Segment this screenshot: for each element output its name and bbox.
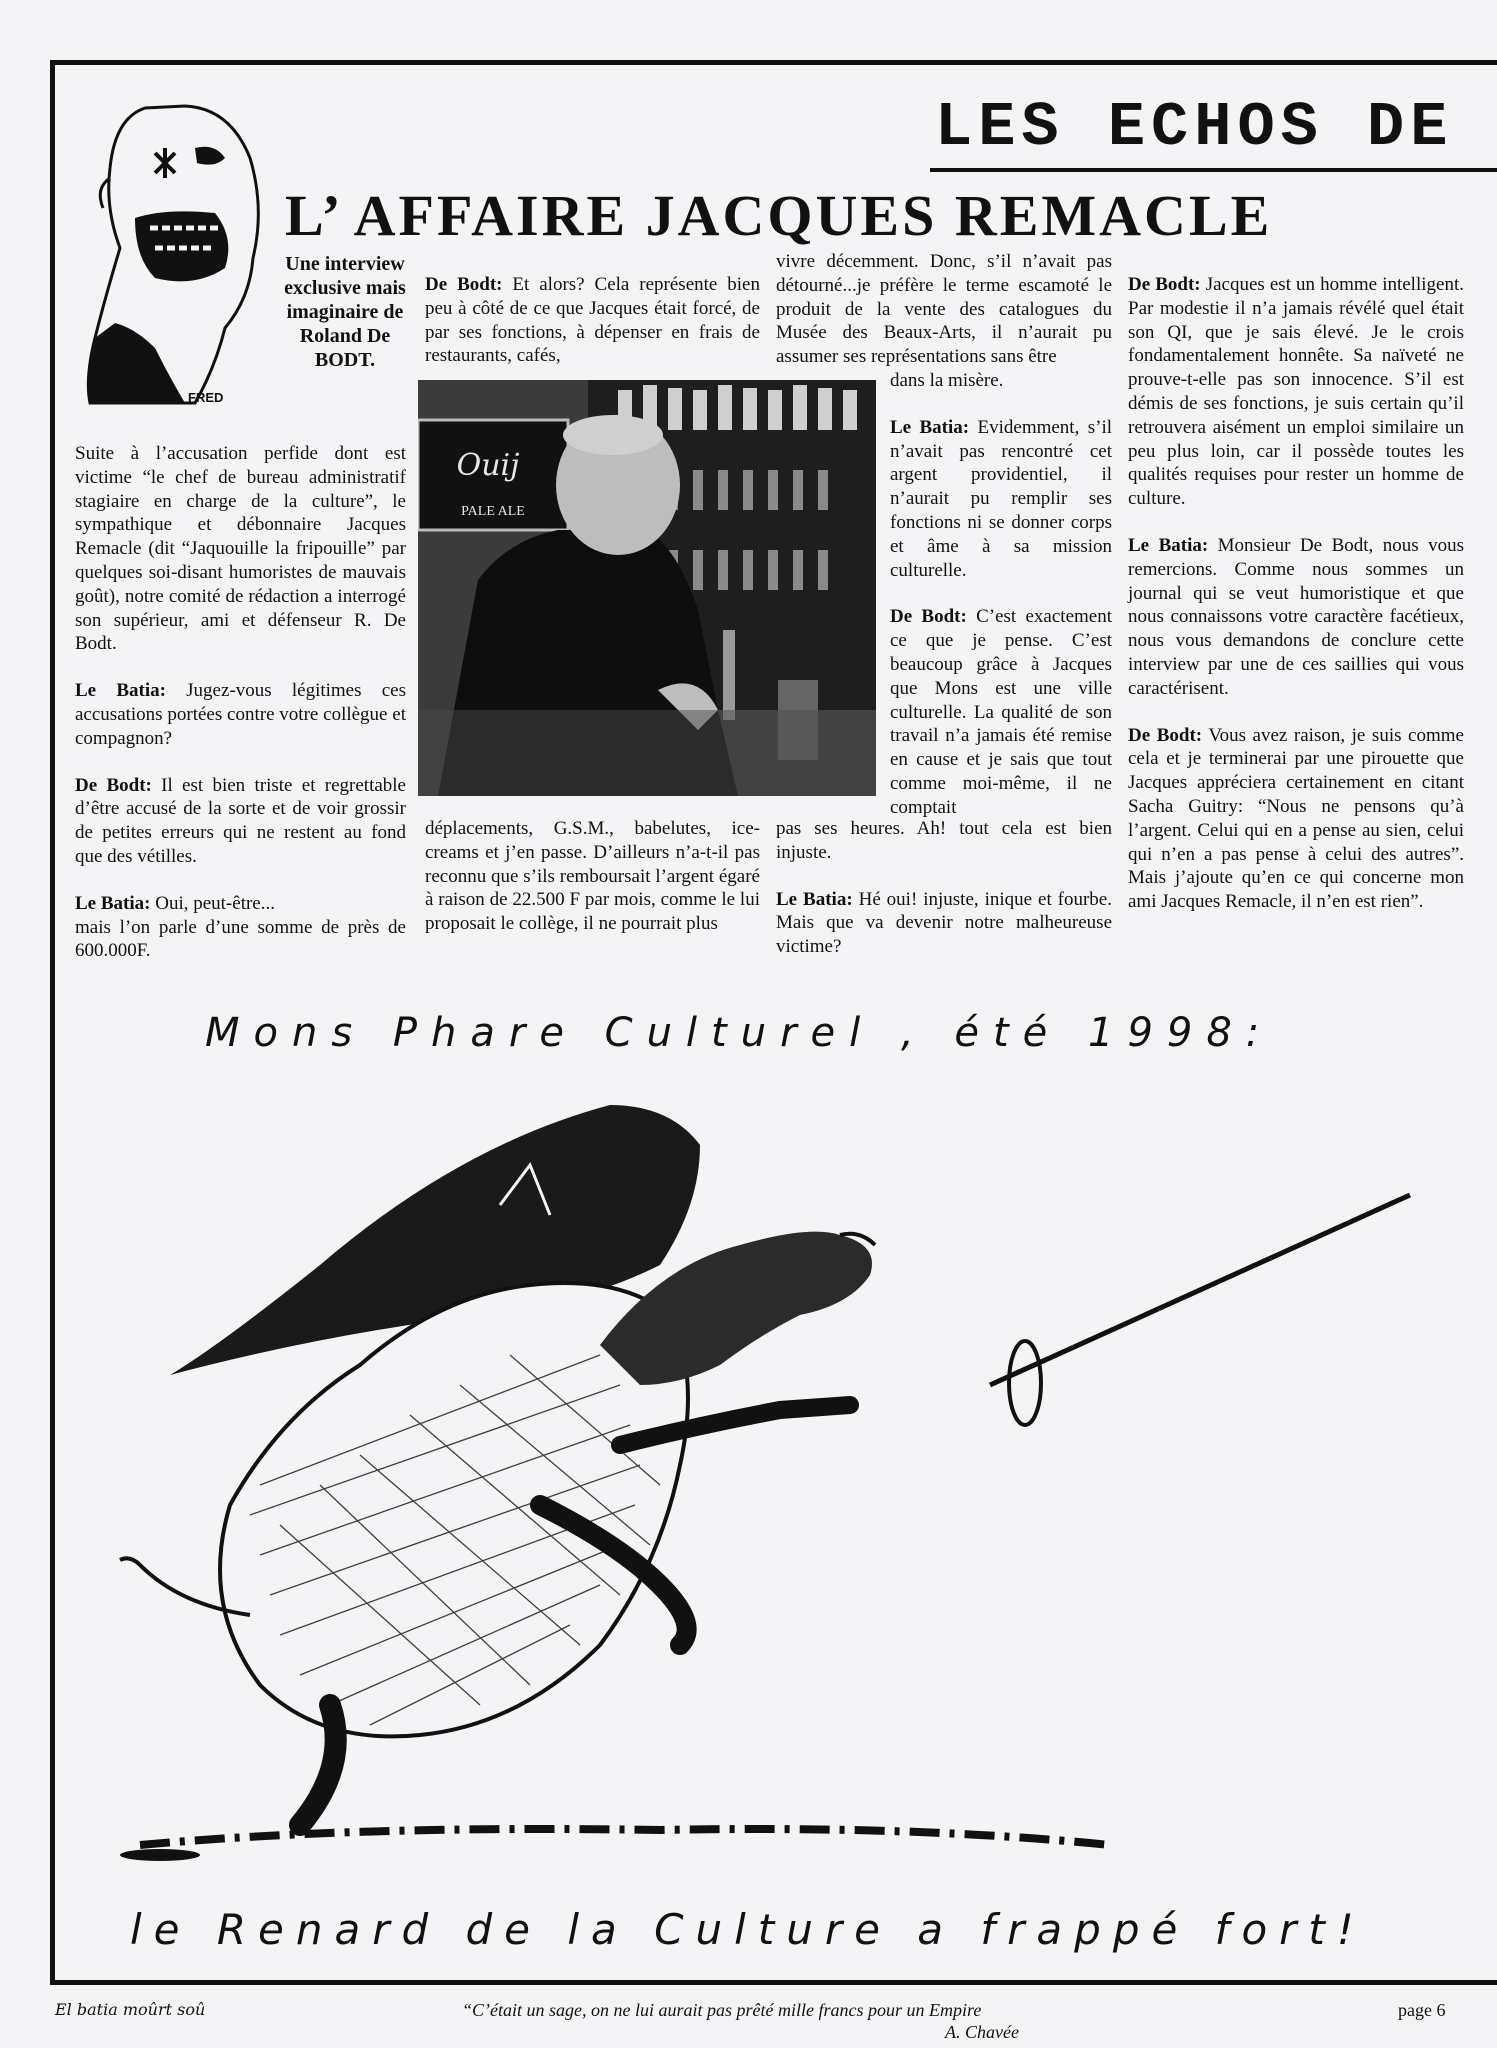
- col3-right-1: dans la misère.: [890, 370, 1004, 391]
- col4-paragraph-3: Vous avez raison, je suis comme cela et je terminerai par une pirouette que Jacques appréciera certainement en citant Sacha Guitry: “Nous ne pensons qu’à l’argent. Celui qui en a pense au sien, celui qui n’en a pas pense à celui des autres”. Mais j’ajoute qu’en ce qui concerne mon ami Jacques Remacle, il n’en est rien”.: [1128, 724, 1464, 913]
- speaker: De Bodt:: [890, 606, 967, 628]
- col1-paragraph-2: Jugez-vous légitimes ces accusations portées contre votre collègue et compagnon?: [75, 680, 406, 749]
- col1-paragraph-4a: Oui, peut-être...: [155, 892, 275, 914]
- cartoon-caption-bottom: le Renard de la Culture a frappé fort!: [130, 1905, 1366, 1954]
- speaker: Le Batia:: [1128, 534, 1209, 556]
- col1-paragraph-4b: mais l’on parle d’une somme de près de 600.000F.: [75, 916, 406, 962]
- col4-paragraph-1: Jacques est un homme intelligent. Par modestie il n’a jamais révélé quel était son QI, que je sais élevé. Je le crois fondamentalement honnête. Sa naïveté ne prouve-t-elle pas son innocence. S’il est démis de ses fonctions, je suis certain qu’il retrouvera aisément un emploi similaire un peu plus loin, car il possède toutes les qualités requises pour rester un homme de culture.: [1128, 274, 1464, 510]
- column-2-top: [425, 273, 760, 391]
- column-4: [1128, 273, 1464, 914]
- col2-paragraph-bottom: déplacements, G.S.M., babelutes, ice-creams et j’en passe. D’ailleurs n’a-t-il pas reconnu que s’ils remboursait l’argent égaré à raison de 22.500 F par mois, comme le lui proposait le collège, il ne pourrait plus: [425, 818, 760, 935]
- speaker: De Bodt:: [75, 774, 152, 796]
- speaker: De Bodt:: [1128, 274, 1201, 295]
- photo-sign-text: PALE ALE: [461, 504, 525, 519]
- col3-bottom-2: Hé oui! injuste, inique et fourbe. Mais que va devenir notre malheureuse victime?: [776, 888, 1112, 958]
- cartoon-caption-top: Mons Phare Culturel , été 1998:: [205, 1010, 1274, 1056]
- col3-right-3: C’est exactement ce que je pense. C’est beaucoup grâce à Jacques que Mons est une ville culturelle. La qualité de son travail n’a jamais été remise en cause et je sais que tout comme moi-même, il ne comptait: [890, 606, 1112, 818]
- column-1: [75, 442, 406, 963]
- cartoon-credit: FRED: [188, 390, 224, 405]
- col3-right-2: Evidemment, s’il n’avait pas rencontré cet argent providentiel, il n’aurait pu remplir ses fonctions ni se donner corps et âme à sa mission culturelle.: [890, 416, 1113, 581]
- bar-photo: [418, 380, 876, 796]
- footer-quote-author: A. Chavée: [945, 2022, 1019, 2042]
- col3-paragraph-top: vivre décemment. Donc, s’il n’avait pas détourné...je préfère le terme escamoté le produit de la vente des catalogues du Musée des Beaux-Arts, il n’aurait pu assumer ses représentations sans être: [776, 251, 1112, 368]
- intro-box: Une interview exclusive mais imaginaire de Roland De BODT.: [284, 253, 406, 371]
- page-number: page 6: [1398, 2000, 1446, 2020]
- col4-paragraph-2: Monsieur De Bodt, nous vous remercions. Comme nous sommes un journal qui se veut humoristique et que nous connaissons votre caractère facétieux, nous vous demandons de conclure cette interview par une de ces saillies qui vous caractérisent.: [1128, 534, 1464, 699]
- speaker: Le Batia:: [890, 416, 970, 438]
- col1-paragraph-1: Suite à l’accusation perfide dont est victime “le chef de bureau administratif stagiaire en charge de la culture”, le sympathique et débonnaire Jacques Remacle (dit “Jaquouille la fripouille” par quelques soi-disant humoristes de mauvais goût), notre comité de rédaction a interrogé son supérieur, ami et défenseur R. De Bodt.: [75, 443, 406, 655]
- speaker: Le Batia:: [75, 680, 166, 702]
- col3-bottom-1: pas ses heures. Ah! tout cela est bien injuste.: [776, 818, 1112, 863]
- speaker: Le Batia:: [776, 888, 853, 910]
- col1-paragraph-3: Il est bien triste et regrettable d’être accusé de la sorte et de voir grossir de petites erreurs qui ne restent au fond que des vétilles.: [75, 774, 406, 867]
- footer-masthead: El batia moûrt soû: [55, 2000, 206, 2019]
- flying-pig-swordsman-drawing: [60, 1085, 1430, 1885]
- section-title: LES ECHOS DE: [935, 92, 1454, 163]
- speaker: Le Batia:: [75, 892, 151, 914]
- speaker: De Bodt:: [425, 274, 503, 295]
- column-3-bottom: [776, 817, 1112, 959]
- footer-quote: “C’était un sage, on ne lui aurait pas prêté mille francs pour un Empire: [462, 2000, 982, 2020]
- headline: L’ AFFAIRE JACQUES REMACLE: [285, 183, 1273, 248]
- speaker: De Bodt:: [1128, 724, 1203, 746]
- column-3-right: [890, 369, 1112, 820]
- column-2-bottom: [425, 817, 760, 936]
- col2-paragraph-top: Et alors? Cela représente bien peu à côté de ce que Jacques était forcé, de par ses fonctions, à dépenser en frais de restaurants, cafés,: [425, 274, 760, 367]
- svg-text:Ouij: Ouij: [456, 448, 520, 483]
- column-3-top: [776, 250, 1112, 369]
- caricature-head-drawing: [75, 98, 270, 413]
- section-rule: [930, 168, 1497, 172]
